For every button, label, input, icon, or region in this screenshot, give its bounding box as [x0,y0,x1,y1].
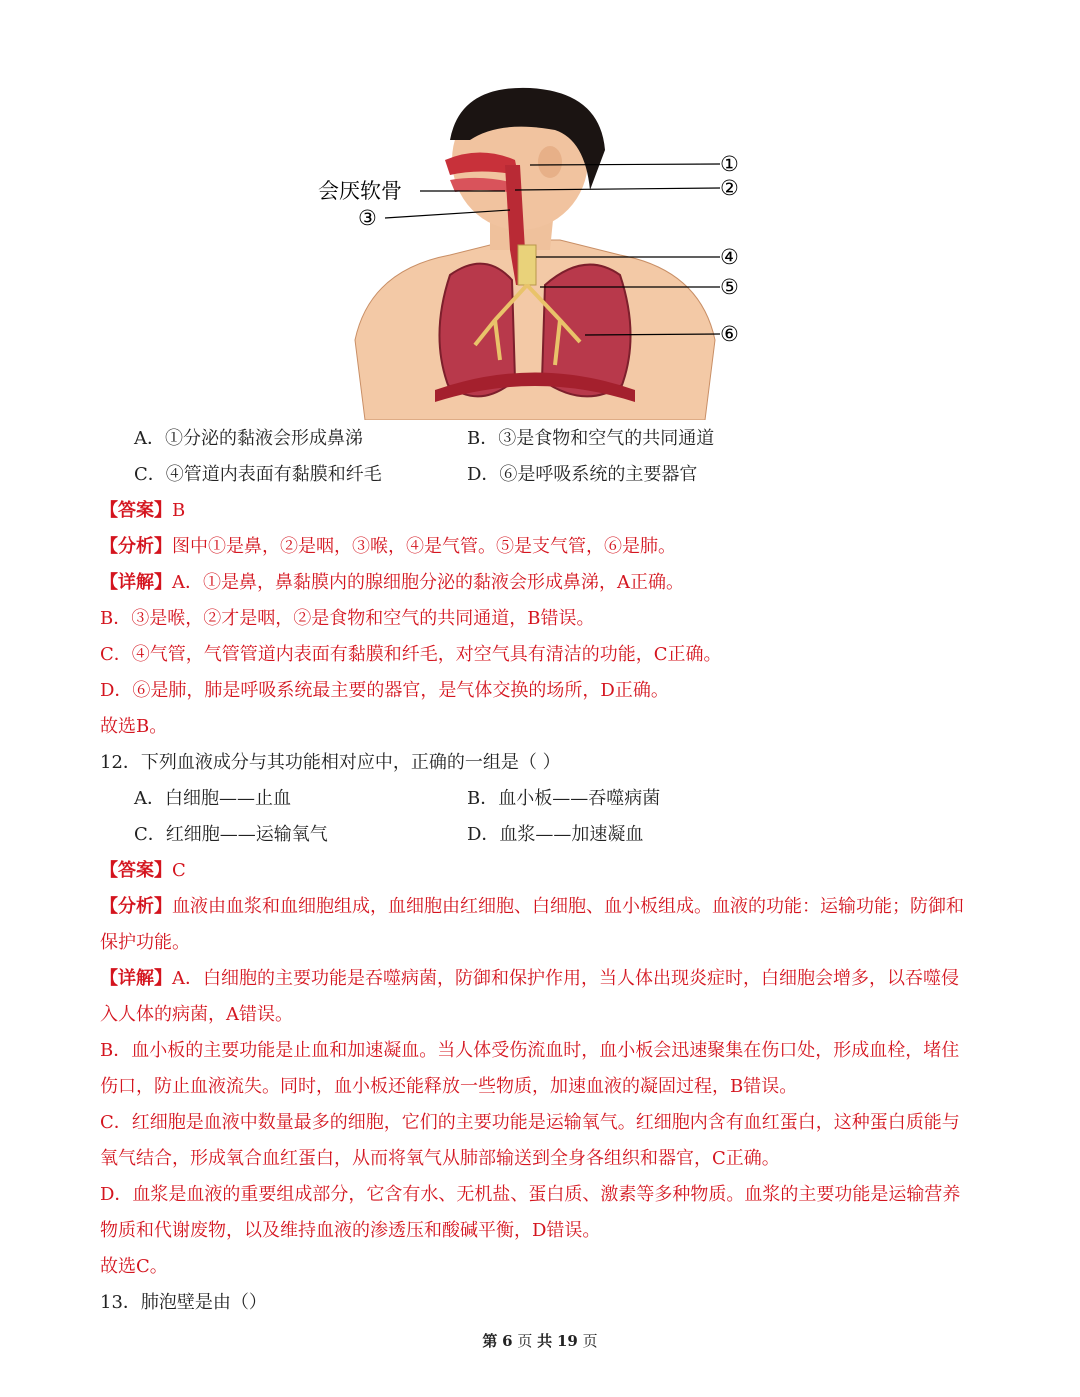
marker-4: ④ [720,245,739,269]
marker-3: ③ [358,206,377,230]
q12-detail-b: B．血小板的主要功能是止血和加速凝血。当人体受伤流血时，血小板会迅速聚集在伤口处，形成血栓，堵住伤口，防止血液流失。同时，血小板还能释放一些物质，加速血液的凝固过程，B错误。 [100,1040,960,1097]
detail-text: A．白细胞的主要功能是吞噬病菌，防御和保护作用，当人体出现炎症时，白细胞会增多，以吞噬侵入人体的病菌，A错误。 [100,968,959,1025]
answer-tag: 【答案】 [100,860,172,881]
respiratory-diagram [300,80,770,420]
q12-analysis [100,889,975,961]
q13-question: 13．肺泡壁是由（） [100,1292,267,1313]
q11-conclusion: 故选B。 [100,716,168,737]
footer-pre: 第 [482,1332,498,1350]
marker-6: ⑥ [720,322,739,346]
footer-page-number: 6 [502,1332,513,1350]
q12-detail-a [100,961,975,1033]
q12-conclusion: 故选C。 [100,1256,168,1277]
q11-option-b: B．③是食物和空气的共同通道 [467,428,715,449]
footer-total-pages: 19 [556,1332,578,1350]
label-epiglottis: 会厌软骨 [318,180,402,203]
q11-detail-a [100,565,975,601]
q11-option-d: D．⑥是呼吸系统的主要器官 [467,464,698,485]
marker-5: ⑤ [720,275,739,299]
q12-detail-c: C．红细胞是血液中数量最多的细胞，它们的主要功能是运输氧气。红细胞内含有血红蛋白，这种蛋白质能与氧气结合，形成氧合血红蛋白，从而将氧气从肺部输送到全身各组织和器官，C正确。 [100,1112,960,1169]
marker-2: ② [720,176,739,200]
analysis-tag: 【分析】 [100,536,172,557]
q12-option-d: D．血浆——加速凝血 [467,824,644,845]
q11-option-c: C．④管道内表面有黏膜和纤毛 [134,464,382,485]
analysis-text: 图中①是鼻，②是咽，③喉，④是气管。⑤是支气管，⑥是肺。 [172,536,676,557]
answer-tag: 【答案】 [100,500,172,521]
q11-detail-c: C．④气管，气管管道内表面有黏膜和纤毛，对空气具有清洁的功能，C正确。 [100,644,722,665]
q11-analysis [100,529,975,565]
q12-question: 12．下列血液成分与其功能相对应中，正确的一组是（ ） [100,752,561,773]
q11-detail-d: D．⑥是肺，肺是呼吸系统最主要的器官，是气体交换的场所，D正确。 [100,680,669,701]
q11-answer [100,493,975,529]
marker-1: ① [720,152,739,176]
detail-tag: 【详解】 [100,572,172,593]
footer-mid: 页 [517,1332,533,1350]
q12-detail-d: D．血浆是血液的重要组成部分，它含有水、无机盐、蛋白质、激素等多种物质。血浆的主要功能是运输营养物质和代谢废物，以及维持血液的渗透压和酸碱平衡，D错误。 [100,1184,961,1241]
footer-total-word: 共 [537,1332,553,1350]
answer-value: B [172,500,186,521]
answer-value: C [172,860,186,881]
q12-answer [100,853,975,889]
analysis-text: 血液由血浆和血细胞组成，血细胞由红细胞、白细胞、血小板组成。血液的功能：运输功能；防御和保护功能。 [100,896,964,953]
q12-option-c: C．红细胞——运输氧气 [134,824,328,845]
detail-tag: 【详解】 [100,968,172,989]
footer-post: 页 [582,1332,598,1350]
q11-detail-b: B．③是喉，②才是咽，②是食物和空气的共同通道，B错误。 [100,608,595,629]
analysis-tag: 【分析】 [100,896,172,917]
q11-option-a: A．①分泌的黏液会形成鼻涕 [134,428,363,449]
page-footer [0,1330,1080,1351]
q12-option-b: B．血小板——吞噬病菌 [467,788,661,809]
respiratory-system-figure [300,80,770,420]
q12-option-a: A．白细胞——止血 [134,788,291,809]
detail-text: A．①是鼻，鼻黏膜内的腺细胞分泌的黏液会形成鼻涕，A正确。 [172,572,684,593]
